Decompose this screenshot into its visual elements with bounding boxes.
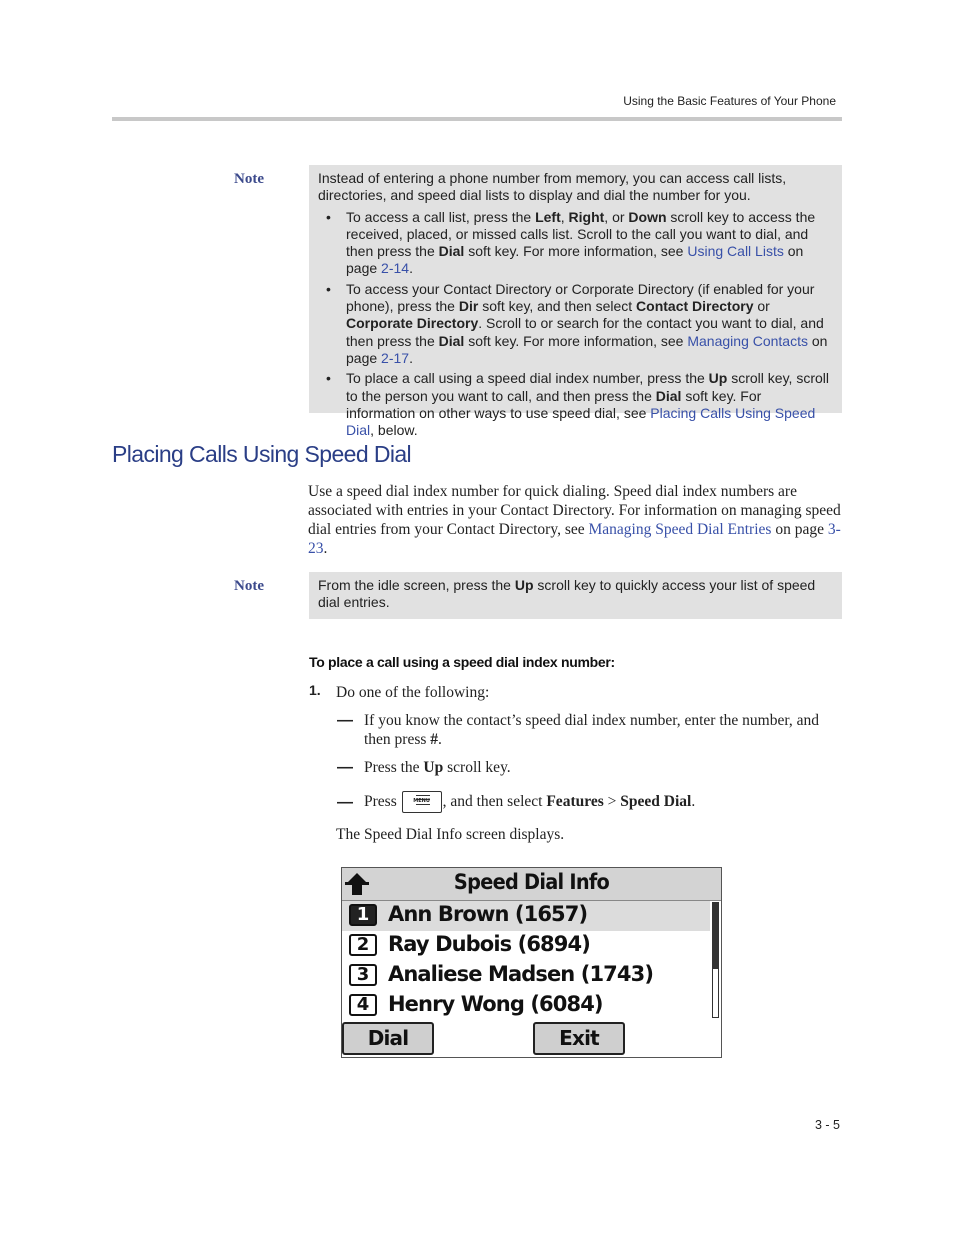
note-text: From the idle screen, press the Up scroll key to quickly access your list of speed dial entries. <box>318 577 816 611</box>
entry-index: 1 <box>349 904 377 926</box>
entry-name: Ann Brown (1657) <box>388 902 588 926</box>
entry-index: 3 <box>349 964 377 986</box>
entry-name: Ray Dubois (6894) <box>388 932 590 956</box>
dash-bullet: — <box>337 794 353 811</box>
link-managing-contacts[interactable]: Managing Contacts <box>687 332 808 349</box>
note-label: Note <box>234 578 264 594</box>
header-rule <box>112 117 842 121</box>
link-placing-calls-speed-dial[interactable]: Placing Calls Using Speed Dial <box>346 404 816 439</box>
speed-dial-entry[interactable] <box>342 931 710 961</box>
speed-dial-entry[interactable] <box>342 961 710 991</box>
note-intro: Instead of entering a phone number from memory, you can access call lists, directories, and speed dial lists to display and dial the number for you. <box>318 170 787 204</box>
link-managing-speed-dial-entries[interactable]: Managing Speed Dial Entries <box>588 521 772 538</box>
dash-bullet: — <box>337 759 353 776</box>
entry-index: 4 <box>349 994 377 1016</box>
screen-title: Speed Dial Info <box>453 870 610 894</box>
page-number: 3 - 5 <box>814 1118 840 1132</box>
note-bullet-directory: • To access your Contact Directory or Corporate Directory (if enabled for your phone), press the Dir soft key, and then select Contact Directory or Corporate Directory. Scroll to or search for the contact you want to dial, and then press the Dial soft key. For more information, see Managing Contacts on page 2-17. <box>318 281 832 367</box>
scrollbar-thumb[interactable] <box>713 903 718 969</box>
link-page-2-14[interactable]: 2-14 <box>381 260 410 277</box>
note-box <box>309 165 842 439</box>
note-bullet-speed-dial: • To place a call using a speed dial index number, press the Up scroll key, scroll to the person you want to call, and then press the Dial soft key. For information on other ways to use speed dial, see Placing Calls Using Speed Dial, below. <box>318 370 832 439</box>
speed-dial-entry[interactable] <box>342 901 710 931</box>
section-title: Placing Calls Using Speed Dial <box>112 441 412 467</box>
note-label: Note <box>234 171 264 187</box>
running-header: Using the Basic Features of Your Phone <box>623 94 836 108</box>
dash-bullet: — <box>337 712 353 729</box>
step-number: 1. <box>309 682 321 698</box>
speed-dial-screen <box>341 867 722 1058</box>
link-page-3-23[interactable]: 3-23 <box>308 521 841 557</box>
screen-scrollbar[interactable] <box>712 902 719 1018</box>
section-paragraph: Use a speed dial index number for quick dialing. Speed dial index numbers are associated with entries in your Contact Directory. For information on managing speed dial entries from your Contact Directory, see Managing Speed Dial Entries on page 3-23. <box>308 483 841 557</box>
exit-softkey[interactable]: Exit <box>533 1022 625 1055</box>
entry-name: Henry Wong (6084) <box>388 992 603 1016</box>
entry-index: 2 <box>349 934 377 956</box>
substep-index-number: If you know the contact’s speed dial index number, enter the number, and then press #. <box>364 712 820 748</box>
link-using-call-lists[interactable]: Using Call Lists <box>687 243 784 260</box>
screen-title-bar <box>342 868 721 901</box>
speed-dial-entry[interactable] <box>342 991 710 1021</box>
note-bullet-call-list: • To access a call list, press the Left, Right, or Down scroll key to access the received, placed, or missed calls list. Scroll to the call you want to dial, and then press the Dial soft key. For more information, see Using Call Lists on page 2-14. <box>318 209 832 278</box>
note-box <box>309 572 842 619</box>
note-bullet-list <box>318 209 832 440</box>
entry-name: Analiese Madsen (1743) <box>388 962 654 986</box>
step-text: Do one of the following: <box>336 684 490 701</box>
substep-menu: Press MENU , and then select Features > Speed Dial. <box>364 791 695 813</box>
dial-softkey[interactable]: Dial <box>342 1022 434 1055</box>
substep-up-key: Press the Up scroll key. <box>364 759 511 776</box>
procedure-heading: To place a call using a speed dial index number: <box>309 654 615 670</box>
result-text: The Speed Dial Info screen displays. <box>336 826 565 843</box>
link-page-2-17[interactable]: 2-17 <box>381 349 410 366</box>
menu-key-icon: MENU <box>402 791 442 813</box>
